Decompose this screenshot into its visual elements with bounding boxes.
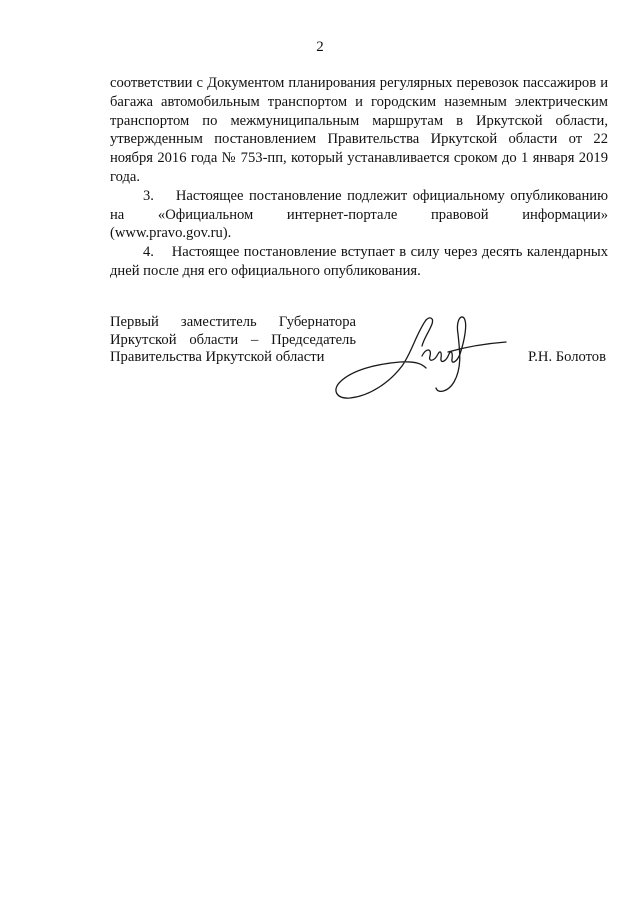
signatory-title-line: Правительства Иркутской области	[110, 349, 325, 365]
page-number: 2	[316, 39, 324, 55]
paragraph-item-4: 4. Настоящее постановление вступает в силу через десять календарных дней после дня его официального опубликования.	[110, 244, 608, 279]
handwritten-signature	[330, 312, 510, 404]
signatory-title	[110, 314, 356, 367]
paragraph-continuation: соответствии с Документом планирования регулярных перевозок пассажиров и багажа автомобильным транспортом и городским наземным электрическим транспортом по межмуниципальным маршрутам в Иркутской области, утвержденным постановлением Правительства Иркутской области от 22 ноября 2016 года № 753-пп, который устанавливается сроком до 1 января 2019 года.	[110, 75, 608, 185]
signatory-title-line: Первый заместитель Губернатора	[110, 314, 356, 330]
signatory-title-line: Иркутской области – Председатель	[110, 331, 356, 348]
document-body	[110, 74, 608, 281]
paragraph-item-3: 3. Настоящее постановление подлежит официальному опубликованию на «Официальном интернет-портале правовой информации» (www.pravo.gov.ru).	[110, 187, 608, 242]
signatory-name: Р.Н. Болотов	[527, 349, 606, 365]
